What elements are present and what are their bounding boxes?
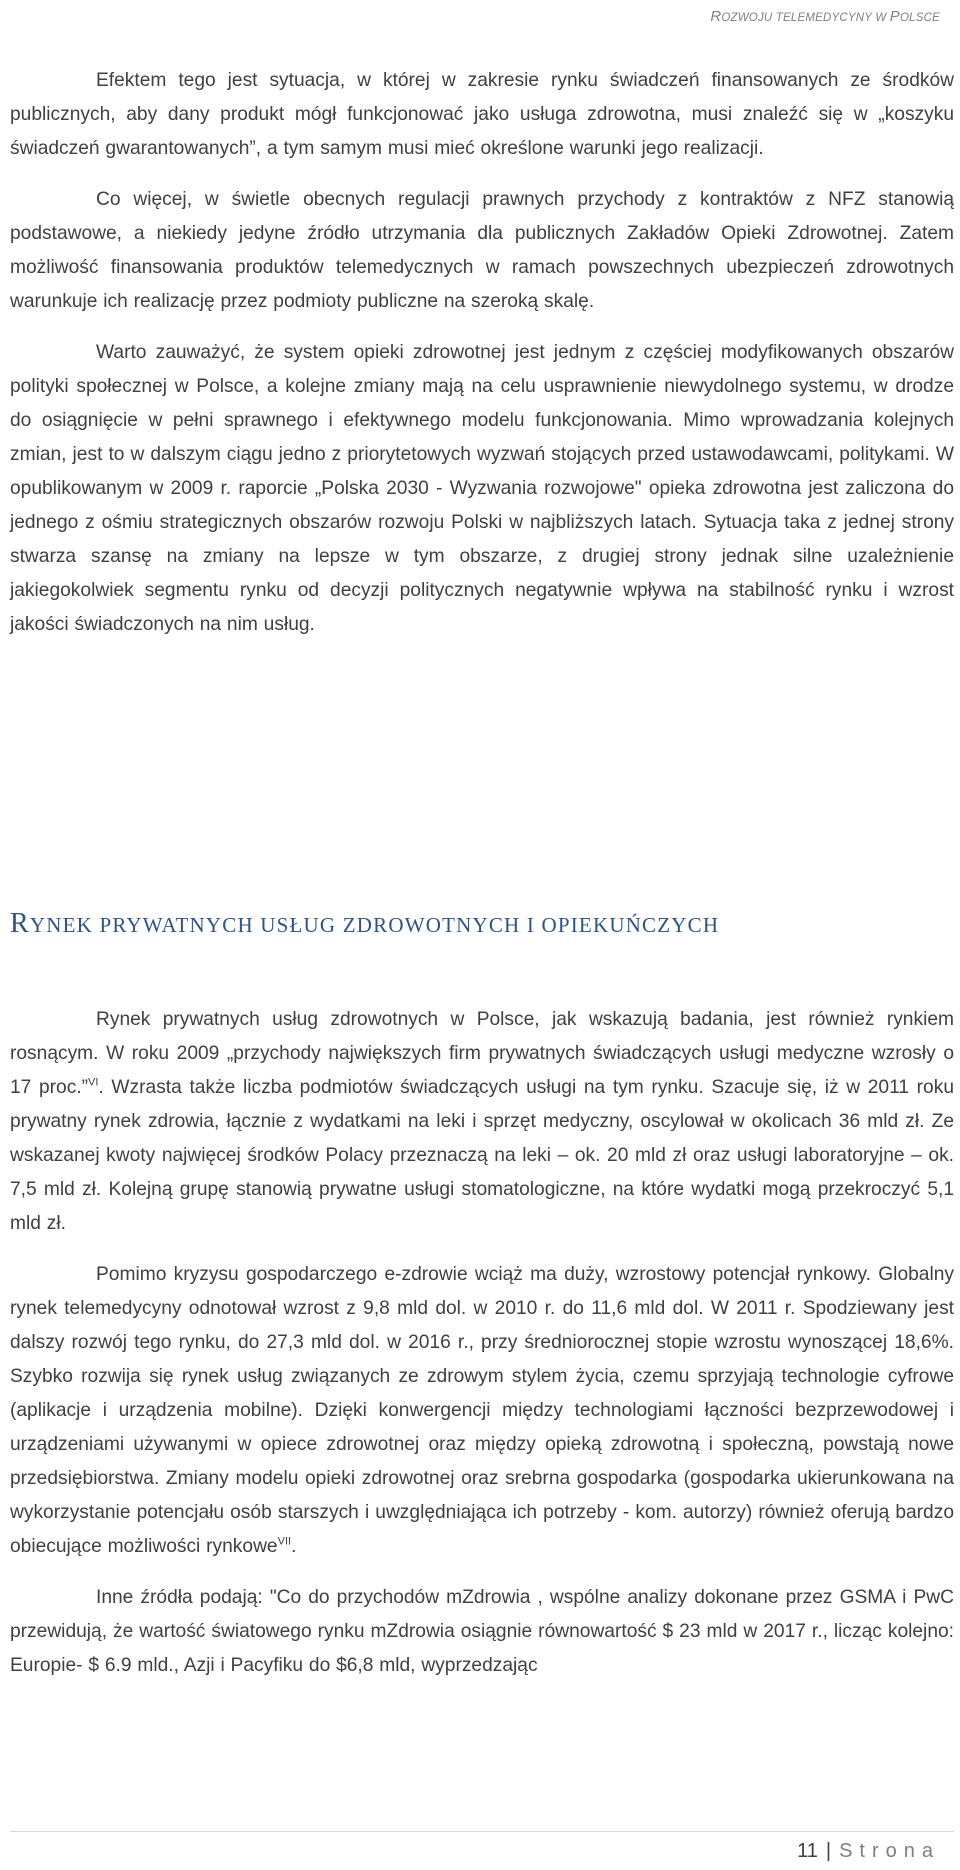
paragraph-5-text-b: . bbox=[291, 1536, 297, 1557]
running-header-cap: R bbox=[710, 8, 722, 25]
running-header-small: OZWOJU TELEMEDYCYNY W bbox=[721, 12, 890, 24]
footer-separator: | bbox=[825, 1840, 832, 1862]
section-heading bbox=[10, 908, 719, 940]
footer-strona-label: Strona bbox=[839, 1840, 940, 1862]
paragraph-3: Warto zauważyć, że system opieki zdrowotnej jest jednym z częściej modyfikowanych obszarów polityki społecznej w Polsce, a kolejne zmiany mają na celu usprawnienie niewydolnego systemu, w drodze do osiągnięcie w pełni sprawnego i efektywnego modelu funkcjonowania. Mimo wprowadzania kolejnych zmian, jest to w dalszym ciągu jedno z priorytetowych wyzwań stojących przed ustawodawcami, politykami. W opublikowanym w 2009 r. raporcie „Polska 2030 - Wyzwania rozwojowe" opieka zdrowotna jest zaliczona do jednego z ośmiu strategicznych obszarów rozwoju Polski w najbliższych latach. Sytuacja taka z jednej strony stwarza szansę na zmiany na lepsze w tym obszarze, z drugiej strony jednak silne uzależnienie jakiegokolwiek segmentu rynku od decyzji politycznych negatywnie wpływa na stabilność rynku i wzrost jakości świadczonych na nim usług. bbox=[10, 342, 954, 635]
page-footer bbox=[797, 1840, 940, 1863]
paragraph-6: Inne źródła podają: "Co do przychodów mZdrowia , wspólne analizy dokonane przez GSMA i PwC przewidują, że wartość światowego rynku mZdrowia osiągnie równowartość $ 23 mld w 2017 r., licząc kolejno: Europie- $ 6.9 mld., Azji i Pacyfiku do $6,8 mld, wyprzedzając bbox=[10, 1587, 954, 1676]
paragraph-4-text-a: Rynek prywatnych usług zdrowotnych w Polsce, jak wskazują badania, jest również rynkiem rosnącym. W roku 2009 „przychody największych firm prywatnych świadczących usługi medyczne wzrosły o 17 proc.” bbox=[10, 1009, 954, 1098]
footnote-ref-vi: VI bbox=[88, 1076, 99, 1089]
paragraph-4 bbox=[10, 1003, 954, 1241]
footer-divider bbox=[10, 1831, 954, 1832]
page-number: 11 bbox=[797, 1840, 818, 1862]
body-text-bottom bbox=[10, 1003, 954, 1683]
footnote-ref-vii: VII bbox=[277, 1535, 292, 1548]
running-header-small2: OLSCE bbox=[900, 12, 940, 24]
section-heading-cap: R bbox=[10, 908, 30, 939]
paragraph-4-text-b: . Wzrasta także liczba podmiotów świadczących usługi na tym rynku. Szacuje się, iż w 2011 roku prywatny rynek zdrowia, łącznie z wydatkami na leki i sprzęt medyczny, oscylował w okolicach 36 mld zł. Ze wskazanej kwoty najwięcej środków Polacy przeznaczą na leki – ok. 20 mld zł oraz usługi laboratoryjne – ok. 7,5 mld zł. Kolejną grupę stanowią prywatne usługi stomatologiczne, na które wydatki mogą przekroczyć 5,1 mld zł. bbox=[10, 1077, 954, 1234]
paragraph-5-text-a: Pomimo kryzysu gospodarczego e-zdrowie wciąż ma duży, wzrostowy potencjał rynkowy. Globalny rynek telemedycyny odnotował wzrost z 9,8 mld dol. w 2010 r. do 11,6 mld dol. W 2011 r. Spodziewany jest dalszy rozwój tego rynku, do 27,3 mld dol. w 2016 r., przy średniorocznej stopie wzrostu wynoszącej 18,6%. Szybko rozwija się rynek usług związanych ze zdrowym stylem życia, czemu sprzyjają technologie cyfrowe (aplikacje i urządzenia mobilne). Dzięki konwergencji między technologiami łączności bezprzewodowej i urządzeniami używanymi w opiece zdrowotnej oraz między opieką zdrowotną i społeczną, powstają nowe przedsiębiorstwa. Zmiany modelu opieki zdrowotnej oraz srebrna gospodarka (gospodarka ukierunkowana na wykorzystanie potencjału osób starszych i uwzględniająca ich potrzeby - kom. autorzy) również oferują bardzo obiecujące możliwości rynkowe bbox=[10, 1264, 954, 1557]
running-header-cap2: P bbox=[889, 8, 900, 25]
section-heading-rest: YNEK PRYWATNYCH USŁUG ZDROWOTNYCH I OPIEKUŃCZYCH bbox=[29, 913, 720, 937]
paragraph-1: Efektem tego jest sytuacja, w której w zakresie rynku świadczeń finansowanych ze środków publicznych, aby dany produkt mógł funkcjonować jako usługa zdrowotna, musi znaleźć się w „koszyku świadczeń gwarantowanych”, a tym samym musi mieć określone warunki jego realizacji. bbox=[10, 70, 954, 159]
paragraph-5 bbox=[10, 1258, 954, 1564]
body-text-top bbox=[10, 64, 954, 642]
paragraph-2: Co więcej, w świetle obecnych regulacji prawnych przychody z kontraktów z NFZ stanowią podstawowe, a niekiedy jedyne źródło utrzymania dla publicznych Zakładów Opieki Zdrowotnej. Zatem możliwość finansowania produktów telemedycznych w ramach powszechnych ubezpieczeń zdrowotnych warunkuje ich realizację przez podmioty publiczne na szeroką skalę. bbox=[10, 189, 954, 312]
running-header bbox=[710, 8, 940, 25]
